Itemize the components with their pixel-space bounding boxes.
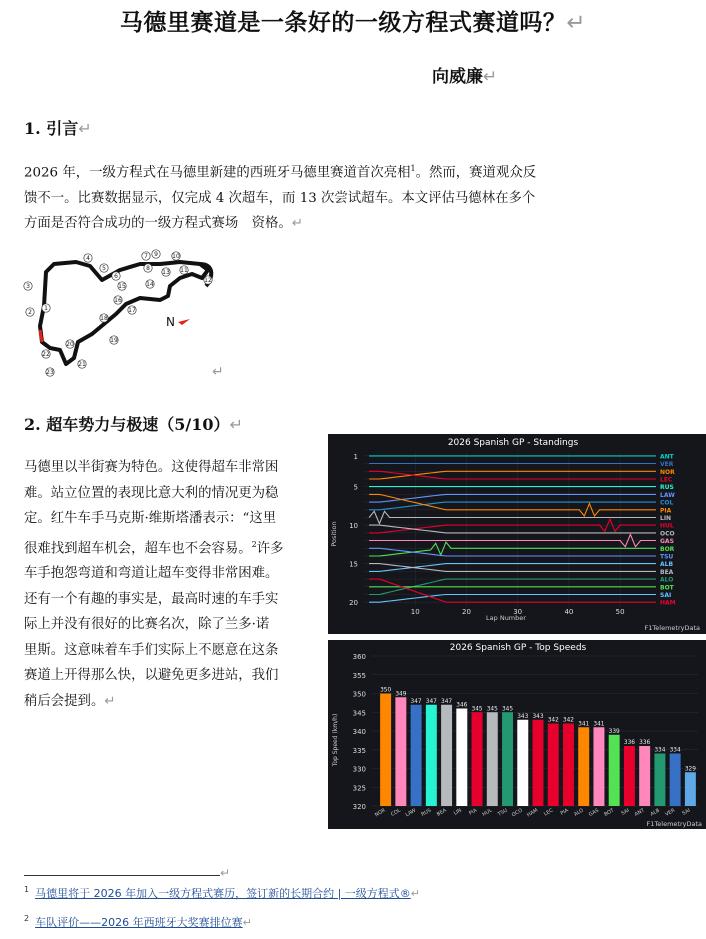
turn-label-9 [152, 250, 160, 258]
top-speed-x-tick: VER [664, 807, 677, 818]
turn-label-10 [172, 252, 180, 260]
standings-x-tick: 10 [410, 608, 420, 616]
standings-line [369, 595, 656, 603]
top-speeds-chart-title: 2026 Spanish GP - Top Speeds [449, 643, 587, 653]
standings-driver-label: PIA [660, 507, 672, 515]
standings-driver-label: ALB [660, 561, 674, 569]
author-name: 向威廉↵ [432, 67, 498, 87]
svg-text:21: 21 [78, 361, 86, 368]
svg-text:2: 2 [28, 309, 32, 316]
top-speed-bar [578, 727, 589, 806]
standings-x-tick: 20 [461, 608, 471, 616]
top-speeds-x-ticks [374, 807, 691, 818]
turn-label-8 [144, 264, 152, 272]
top-speed-value-label: 347 [441, 698, 453, 705]
svg-text:23: 23 [46, 369, 54, 376]
standings-driver-label: HAM [660, 599, 676, 607]
top-speed-bar [395, 697, 406, 806]
standings-driver-label: SAI [660, 591, 672, 599]
top-speeds-y-tick: 355 [352, 671, 366, 680]
top-speeds-y-tick: 360 [352, 653, 366, 661]
top-speed-x-tick: ALO [573, 807, 585, 818]
top-speed-x-tick: ALB [649, 807, 661, 818]
north-arrow-icon [178, 319, 190, 325]
footnote-1: $^1$ 马德里将于 2026 年加入一级方程式赛历，签订新的长期合约 | 一级方程式®↵ [24, 885, 420, 900]
top-speeds-y-tick: 335 [352, 746, 366, 755]
top-speed-value-label: 334 [654, 747, 666, 754]
svg-text:1: 1 [44, 305, 48, 312]
standings-driver-label: NOR [660, 468, 675, 476]
turn-label-23 [46, 368, 54, 376]
standings-line [369, 471, 656, 479]
top-speed-x-tick: LAW [404, 807, 418, 819]
top-speed-bar [441, 705, 452, 806]
top-speed-bar [593, 727, 604, 806]
top-speed-bar [639, 746, 650, 806]
standings-x-tick: 30 [513, 608, 523, 616]
standings-driver-label: OCO [660, 530, 675, 538]
standings-line [369, 502, 656, 510]
standings-y-tick: 5 [353, 483, 358, 492]
top-speed-bar [624, 746, 635, 806]
turn-label-11 [180, 266, 188, 274]
top-speed-value-label: 341 [578, 721, 590, 728]
svg-text:6: 6 [114, 273, 118, 280]
top-speed-x-tick: LIN [452, 807, 463, 817]
svg-text:9: 9 [154, 251, 158, 258]
svg-text:8: 8 [146, 265, 150, 272]
standings-y-tick: 1 [353, 452, 358, 461]
standings-driver-label: LIN [660, 514, 672, 522]
standings-driver-label: ALO [660, 576, 674, 584]
top-speed-value-label: 339 [608, 728, 620, 735]
standings-driver-label: TSU [660, 553, 674, 561]
standings-x-tick: 50 [615, 608, 625, 616]
top-speeds-y-axis-label: Top Speed (km/h) [332, 713, 339, 767]
top-speeds-y-ticks [353, 653, 366, 811]
top-speed-x-tick: HAM [526, 807, 539, 819]
svg-text:19: 19 [110, 337, 118, 344]
standings-line [369, 564, 656, 572]
top-speed-x-tick: BOT [603, 807, 616, 818]
footnote-1-link[interactable]: 马德里将于 2026 年加入一级方程式赛历，签订新的长期合约 | 一级方程式® [35, 887, 411, 900]
top-speed-bar [533, 720, 544, 806]
top-speed-x-tick: HUL [481, 807, 494, 818]
standings-x-tick: 40 [564, 608, 574, 616]
top-speeds-y-tick: 330 [352, 765, 366, 774]
top-speed-bar [517, 720, 528, 806]
standings-line [369, 519, 656, 533]
standings-driver-label: HUL [660, 522, 674, 530]
turn-label-5 [100, 264, 108, 272]
standings-driver-label: RUS [660, 484, 674, 492]
standings-x-axis-label: Lap Number [486, 614, 526, 622]
top-speed-x-tick: PIA [559, 807, 570, 817]
standings-y-axis-label: Position [330, 521, 338, 547]
top-speeds-y-tick: 350 [352, 690, 366, 699]
intro-paragraph: 2026 年，一级方程式在马德里新建的西班牙马德里赛道首次亮相$^1$。然而，赛道观众反 馈不一。比赛数据显示，仅完成 4 次超车，而 13 次尝试超车。本文评估马德林在多个 方面是否符合成功的一级方程式赛场 资格。↵ [24, 164, 537, 232]
footnote-2: $^2$ 车队评价——2026 年西班牙大奖赛排位赛↵ [24, 914, 252, 929]
top-speeds-credit: F1TelemetryData [646, 820, 702, 828]
section-1-heading: 1. 引言↵ [24, 119, 92, 138]
standings-credit: F1TelemetryData [644, 624, 700, 632]
top-speed-bar [609, 735, 620, 806]
top-speed-value-label: 343 [517, 713, 529, 720]
top-speed-bar [670, 754, 681, 807]
svg-text:17: 17 [128, 307, 136, 314]
standings-line [369, 534, 656, 546]
top-speed-bar [472, 712, 483, 806]
standings-line [369, 542, 656, 556]
svg-text:3: 3 [26, 283, 30, 290]
standings-driver-labels [660, 453, 676, 606]
svg-text:13: 13 [162, 269, 170, 276]
turn-label-21 [78, 360, 86, 368]
standings-driver-label: LAW [660, 491, 675, 499]
svg-text:22: 22 [42, 351, 50, 358]
turn-label-7 [142, 252, 150, 260]
top-speed-value-label: 345 [486, 706, 498, 713]
top-speed-x-tick: PIA [468, 807, 479, 817]
top-speed-bar [411, 705, 422, 806]
top-speed-x-tick: GAS [587, 807, 600, 818]
turn-label-18 [100, 314, 108, 322]
top-speed-value-label: 336 [623, 740, 635, 746]
turn-label-2 [26, 308, 34, 316]
turn-label-6 [112, 272, 120, 280]
top-speed-x-tick: LEC [543, 807, 555, 818]
turn-label-3 [24, 282, 32, 290]
turn-label-12 [204, 276, 212, 284]
top-speed-value-label: 345 [501, 706, 514, 713]
top-speed-bar [380, 694, 391, 807]
top-speed-value-label: 336 [639, 740, 651, 746]
turn-label-1 [42, 304, 50, 312]
top-speed-value-label: 342 [562, 717, 575, 724]
top-speeds-y-tick: 320 [352, 803, 366, 811]
top-speed-bar [456, 709, 467, 807]
top-speed-value-label: 347 [425, 698, 437, 705]
top-speeds-chart [328, 640, 706, 829]
svg-text:4: 4 [86, 255, 90, 262]
top-speed-value-label: 342 [547, 717, 559, 724]
standings-driver-label: BEA [660, 568, 674, 576]
svg-text:5: 5 [102, 265, 106, 272]
turn-label-4 [84, 254, 92, 262]
top-speed-x-tick: ANT [633, 807, 646, 818]
track-map-image [20, 246, 240, 380]
standings-driver-label: GAS [660, 538, 674, 546]
standings-driver-label: VER [660, 461, 674, 469]
turn-label-19 [110, 336, 118, 344]
top-speed-bar [502, 712, 513, 806]
top-speed-bar [426, 705, 437, 806]
turn-label-20 [66, 340, 74, 348]
top-speed-value-label: 343 [532, 713, 544, 720]
standings-grid [364, 452, 656, 606]
standings-y-tick: 10 [349, 522, 358, 531]
top-speed-value-label: 329 [684, 766, 696, 773]
svg-text:11: 11 [180, 267, 188, 274]
top-speed-value-label: 350 [380, 687, 392, 694]
standings-line [369, 548, 656, 556]
standings-lines [369, 456, 656, 602]
top-speed-x-tick: BEA [435, 807, 448, 818]
standings-chart [328, 434, 706, 634]
footnote-ref-2[interactable]: 2 [251, 539, 257, 549]
top-speed-bar [654, 754, 665, 807]
overtaking-paragraph: 马德里以半街赛为特色。这使得超车非常困 难。站立位置的表现比意大利的情况更为稳 定。红牛车手马克斯·维斯塔潘表示：“这里 很难找到超车机会，超车也不会容易。$^2$许多 车手抱怨弯道和弯道让超车变得非常困难。 还有一个有趣的事实是，最高时速的车手实 际上并没有很好的比赛名次，除了兰多·诺 里斯。这意味着车手们实际上不愿意在这条 赛道上开得那么快，以避免更多进站，我们 稍后会提到。↵ [24, 460, 284, 709]
svg-text:10: 10 [172, 253, 180, 260]
standings-driver-label: LEC [660, 476, 673, 484]
footnote-2-link[interactable]: 车队评价——2026 年西班牙大奖赛排位赛 [35, 916, 243, 929]
top-speeds-y-tick: 340 [352, 728, 366, 736]
top-speed-x-tick: COL [390, 807, 402, 818]
svg-text:7: 7 [144, 253, 148, 260]
standings-y-ticks [349, 453, 358, 607]
top-speed-x-tick: OCO [510, 807, 524, 819]
standings-driver-label: BOR [660, 545, 675, 553]
turn-label-17 [128, 306, 136, 314]
north-label: N [166, 315, 175, 329]
standings-chart-title: 2026 Spanish GP - Standings [447, 438, 579, 448]
top-speed-bar [685, 772, 696, 806]
top-speed-value-label: 334 [669, 747, 681, 754]
standings-y-tick: 20 [349, 599, 358, 608]
standings-line [369, 494, 656, 502]
top-speed-value-label: 345 [471, 706, 483, 713]
top-speed-bar [563, 724, 574, 807]
standings-driver-label: COL [660, 499, 674, 507]
top-speeds-y-tick: 345 [352, 709, 366, 718]
document-title: 马德里赛道是一条好的一级方程式赛道吗？↵ [119, 9, 587, 36]
top-speed-x-tick: SAI [681, 807, 692, 817]
svg-text:18: 18 [100, 315, 108, 322]
svg-text:15: 15 [118, 283, 126, 290]
standings-driver-label: ANT [660, 453, 674, 461]
footnote-separator [24, 875, 220, 876]
section-2-heading: 2. 超车势力与极速（5/10）↵ [24, 415, 243, 434]
turn-label-22 [42, 350, 50, 358]
top-speed-x-tick: TSU [496, 807, 509, 818]
top-speed-x-tick: SAI [620, 807, 631, 817]
svg-text:14: 14 [146, 281, 154, 288]
top-speed-bar [548, 724, 559, 807]
footnote-ref-1[interactable]: 1 [410, 164, 416, 173]
turn-label-14 [146, 280, 154, 288]
turn-label-13 [162, 268, 170, 276]
top-speed-value-label: 347 [410, 698, 422, 705]
standings-y-tick: 15 [349, 560, 358, 569]
standings-line [369, 511, 656, 523]
turn-label-15 [118, 282, 126, 290]
top-speed-bar [487, 712, 498, 806]
top-speed-value-label: 349 [395, 691, 407, 698]
svg-text:20: 20 [66, 341, 74, 348]
top-speed-x-tick: RUS [420, 807, 433, 818]
svg-text:16: 16 [114, 297, 122, 304]
svg-text:12: 12 [204, 277, 212, 284]
top-speed-value-label: 341 [593, 721, 605, 728]
top-speeds-bars [380, 694, 696, 807]
top-speed-x-tick: NOR [373, 807, 387, 819]
top-speeds-y-tick: 325 [352, 784, 366, 793]
turn-label-16 [114, 296, 122, 304]
top-speed-value-label: 346 [456, 702, 468, 709]
standings-driver-label: BOT [660, 584, 674, 592]
standings-line [369, 494, 656, 516]
